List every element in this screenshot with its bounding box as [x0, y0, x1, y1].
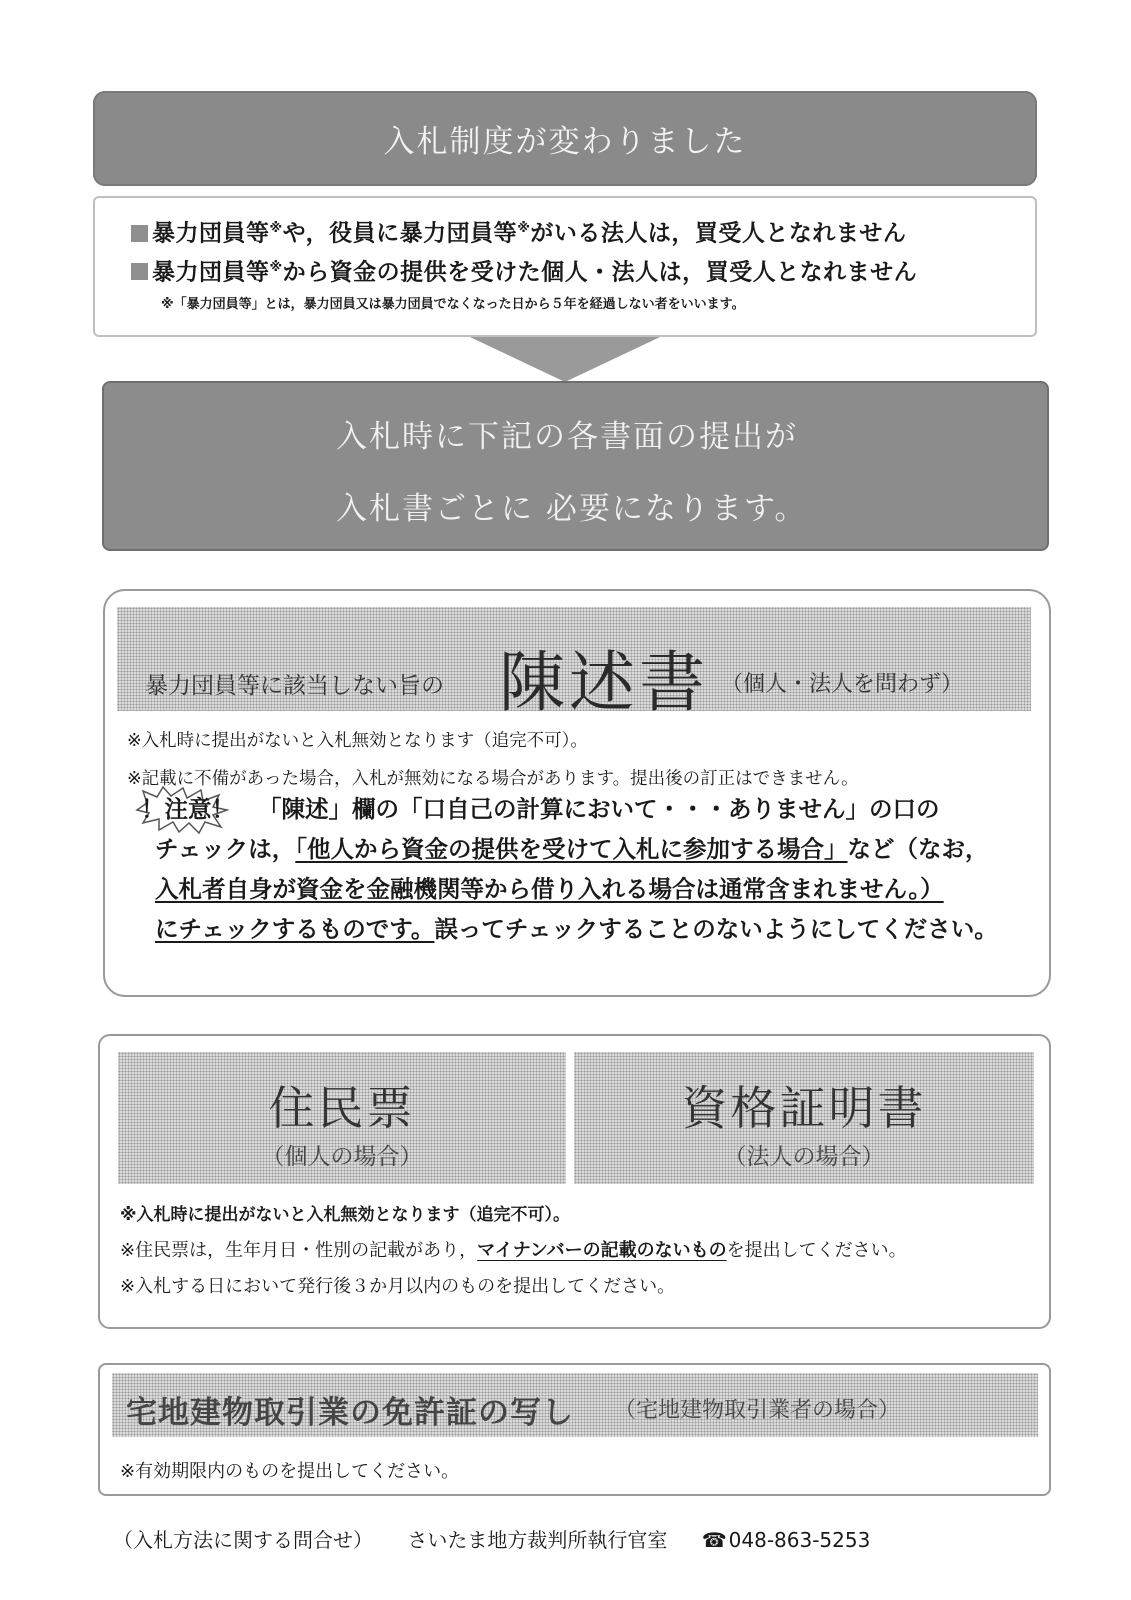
takken-note: ※有効期限内のものを提出してください。 — [120, 1461, 460, 1482]
caution-line-1: 「陳述」欄の「口自己の計算において・・・ありません」の口の — [258, 795, 940, 823]
documents-note-2: ※住民票は，生年月日・性別の記載があり，マイナンバーの記載のないものを提出してください。 — [120, 1240, 907, 1261]
takken-subtitle: （宅地建物取引業者の場合） — [614, 1398, 901, 1423]
jyuminhyou-title: 住民票 — [268, 1081, 416, 1135]
chinjutsu-note-1: ※入札時に提出がないと入札無効となります（追完不可）。 — [127, 731, 588, 751]
notice-box — [93, 196, 1037, 337]
shikaku-subtitle: （法人の場合） — [723, 1144, 885, 1170]
documents-section — [98, 1034, 1051, 1329]
office-name: さいたま地方裁判所執行官室 — [407, 1528, 668, 1552]
takken-header — [112, 1373, 1038, 1437]
banner-title: 入札制度が変わりました — [383, 124, 747, 160]
requirement-banner — [102, 381, 1049, 551]
jyuminhyou-card — [118, 1052, 566, 1184]
phone-number: 048-863-5253 — [728, 1528, 871, 1552]
header-banner — [93, 91, 1037, 186]
chinjutsu-title: 陳述書 — [499, 644, 709, 721]
caution-line-4: にチェックするものです。誤ってチェックすることのないようにしてください。 — [155, 915, 998, 943]
notice-line-1: 暴力団員等※や，役員に暴力団員等※がいる法人は，買受人となれません — [131, 212, 1035, 251]
square-bullet-icon — [131, 225, 148, 242]
contact-footer — [113, 1524, 898, 1553]
caution-line-3: 入札者自身が資金を金融機関等から借り入れる場合は通常含まれません。） — [155, 875, 944, 903]
notice-line-2: 暴力団員等※から資金の提供を受けた個人・法人は，買受人となれません — [131, 251, 1035, 290]
chinjutsu-header — [117, 607, 1031, 721]
requirement-line-1: 入札時に下記の各書面の提出が — [336, 419, 798, 455]
inquiry-label: （入札方法に関する問合せ） — [113, 1528, 373, 1552]
takken-section — [98, 1363, 1051, 1496]
takken-title: 宅地建物取引業の免許証の写し — [126, 1395, 574, 1431]
jyuminhyou-subtitle: （個人の場合） — [261, 1144, 423, 1170]
down-arrow-icon — [470, 337, 660, 382]
notice-footnote: ※「暴力団員等」とは，暴力団員又は暴力団員でなくなった日から５年を経過しない者をいいます。 — [161, 297, 745, 313]
square-bullet-icon — [131, 263, 148, 280]
documents-note-3: ※入札する日において発行後３か月以内のものを提出してください。 — [120, 1276, 676, 1297]
caution-label: ！注意！ — [141, 795, 235, 823]
shikaku-title: 資格証明書 — [681, 1081, 927, 1135]
documents-note-1: ※入札時に提出がないと入札無効となります（追完不可）。 — [120, 1205, 571, 1225]
chinjutsu-section — [103, 589, 1051, 997]
caution-line-2: チェックは，「他人から資金の提供を受けて入札に参加する場合」など（なお， — [155, 835, 989, 863]
chinjutsu-note-2: ※記載に不備があった場合，入札が無効になる場合があります。提出後の訂正はできません。 — [127, 769, 859, 789]
phone-icon: ☎ — [701, 1528, 727, 1552]
shikaku-card — [574, 1052, 1034, 1184]
chinjutsu-prefix: 暴力団員等に該当しない旨の — [145, 673, 444, 699]
chinjutsu-suffix: （個人・法人を問わず） — [721, 672, 964, 697]
requirement-line-2: 入札書ごとに 必要になります。 — [336, 491, 808, 527]
